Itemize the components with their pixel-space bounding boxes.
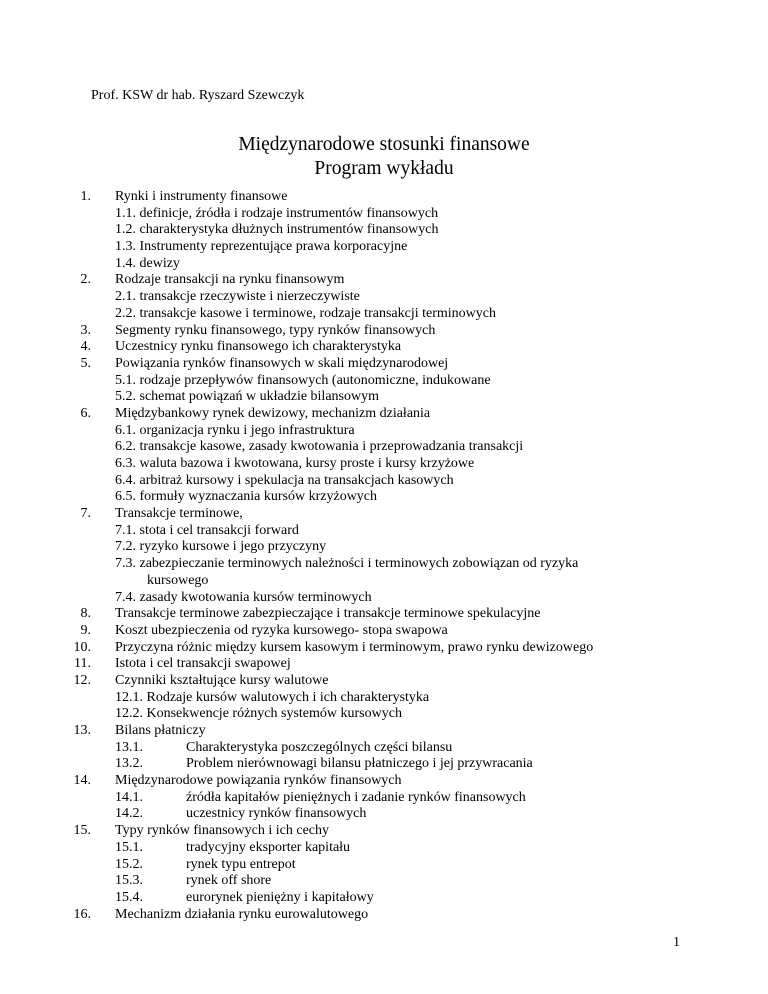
outline-subitem (0, 740, 768, 757)
outline-subitem (0, 690, 768, 707)
outline-item (0, 907, 768, 924)
outline-text: eurorynek pieniężny i kapitałowy (186, 889, 374, 905)
outline-text: Uczestnicy rynku finansowego ich charakterystyka (115, 339, 402, 355)
outline-text: kursowego (147, 572, 209, 588)
outline-subitem-number: 14.1. (115, 789, 143, 805)
outline-item-number: 5. (80, 355, 91, 371)
outline-subitem (0, 539, 768, 556)
outline-text: 2.2. transakcje kasowe i terminowe, rodzaje transakcji terminowych (115, 305, 496, 321)
outline-subitem (0, 306, 768, 323)
outline-text: Mechanizm działania rynku eurowalutowego (115, 906, 369, 922)
outline-text: Transakcje terminowe zabezpieczające i transakcje terminowe spekulacyjne (115, 606, 541, 622)
outline-subitem (0, 790, 768, 807)
outline-item (0, 189, 768, 206)
outline-text: Problem nierównowagi bilansu płatniczego i jej przywracania (186, 756, 533, 772)
title-line-1: Międzynarodowe stosunki finansowe (238, 134, 530, 155)
outline-item (0, 823, 768, 840)
outline-subitem (0, 239, 768, 256)
outline-text: Transakcje terminowe, (115, 506, 243, 522)
outline-subitem (0, 523, 768, 540)
outline-text: 2.1. transakcje rzeczywiste i nierzeczywiste (115, 289, 360, 305)
outline-text: tradycyjny eksporter kapitału (186, 839, 351, 855)
outline-text: Istota i cel transakcji swapowej (115, 656, 291, 672)
outline-item (0, 272, 768, 289)
outline-subitem (0, 806, 768, 823)
outline-subitem (0, 456, 768, 473)
outline-subitem (0, 373, 768, 390)
outline-item (0, 640, 768, 657)
outline-text: 6.1. organizacja rynku i jego infrastruktura (115, 422, 355, 438)
outline-item (0, 323, 768, 340)
outline-item (0, 723, 768, 740)
outline-subitem (0, 756, 768, 773)
outline-item-number: 16. (73, 906, 91, 922)
outline-text: 1.2. charakterystyka dłużnych instrumentów finansowych (115, 222, 439, 238)
outline-subitem (0, 222, 768, 239)
outline-text: 7.1. stota i cel transakcji forward (115, 522, 299, 538)
outline-text: 1.4. dewizy (115, 255, 180, 271)
outline-subitem-number: 14.2. (115, 806, 143, 822)
outline-subitem (0, 590, 768, 607)
outline-item (0, 356, 768, 373)
outline-item-number: 3. (80, 322, 91, 338)
outline-subitem-number: 15.4. (115, 889, 143, 905)
outline-item (0, 773, 768, 790)
outline-subitem-number: 15.2. (115, 856, 143, 872)
outline-item-number: 11. (74, 656, 91, 672)
outline-item-number: 13. (73, 723, 91, 738)
outline-subitem (0, 873, 768, 890)
outline-text: Charakterystyka poszczególnych części bilansu (186, 739, 453, 755)
outline-text: 12.2. Konsekwencje różnych systemów kursowych (115, 706, 402, 722)
outline-text: 5.1. rodzaje przepływów finansowych (autonomiczne, indukowane (115, 372, 491, 388)
outline-subitem (0, 423, 768, 440)
outline-text: rynek off shore (186, 873, 272, 889)
outline-subitem (0, 256, 768, 273)
outline-subitem (0, 289, 768, 306)
outline-item (0, 406, 768, 423)
outline-text: Międzynarodowe powiązania rynków finansowych (115, 773, 402, 789)
outline-text: źródła kapitałów pieniężnych i zadanie rynków finansowych (186, 789, 526, 805)
outline-item-number: 6. (80, 405, 91, 421)
outline-text: Czynniki kształtujące kursy walutowe (115, 672, 329, 688)
outline-text: 12.1. Rodzaje kursów walutowych i ich charakterystyka (115, 689, 430, 705)
outline-subitem (0, 206, 768, 223)
outline-item-number: 9. (80, 622, 91, 638)
outline-text: uczestnicy rynków finansowych (186, 806, 367, 822)
outline-text: 7.3. zabezpieczanie terminowych należności i terminowych zobowiązan od ryzyka (115, 556, 579, 572)
outline-item (0, 673, 768, 690)
outline-subitem (0, 389, 768, 406)
outline-subitem (0, 489, 768, 506)
outline-text: Bilans płatniczy (115, 723, 206, 738)
outline-text: Powiązania rynków finansowych w skali międzynarodowej (115, 355, 449, 371)
outline-item (0, 606, 768, 623)
outline-item-number: 12. (73, 672, 91, 688)
outline-item-number: 15. (73, 823, 91, 839)
outline-subitem (0, 473, 768, 490)
outline-subitem-number: 15.1. (115, 839, 143, 855)
outline-item-number: 2. (80, 272, 91, 288)
outline-item-number: 14. (73, 773, 91, 789)
outline-item-number: 10. (73, 639, 91, 655)
outline-item (0, 656, 768, 673)
author-line: Prof. KSW dr hab. Ryszard Szewczyk (91, 88, 305, 103)
outline-subitem-number: 15.3. (115, 873, 143, 889)
outline-subitem (0, 840, 768, 857)
outline-text: 6.2. transakcje kasowe, zasady kwotowania i przeprowadzania transakcji (115, 439, 524, 455)
outline-text: 6.3. waluta bazowa i kwotowana, kursy proste i kursy krzyżowe (115, 456, 475, 471)
outline-text: Przyczyna różnic między kursem kasowym i terminowym, prawo rynku dewizowego (115, 639, 594, 655)
outline-text: Rodzaje transakcji na rynku finansowym (115, 272, 345, 288)
outline-text: Segmenty rynku finansowego, typy rynków finansowych (115, 322, 436, 338)
outline-subitem-number: 13.2. (115, 756, 143, 772)
outline-item (0, 339, 768, 356)
outline-item-number: 7. (80, 506, 91, 522)
outline-item-number: 4. (80, 339, 91, 355)
outline-text: Rynki i instrumenty finansowe (115, 189, 288, 204)
outline-text: 7.4. zasady kwotowania kursów terminowych (115, 589, 372, 605)
outline-subitem (0, 706, 768, 723)
outline-subitem (0, 890, 768, 907)
outline-item-number: 8. (80, 606, 91, 622)
outline-subitem-number: 13.1. (115, 739, 143, 755)
outline-subitem-continuation (0, 573, 768, 590)
outline-text: 6.5. formuły wyznaczania kursów krzyżowych (115, 489, 378, 505)
outline-item (0, 506, 768, 523)
outline-text: 1.3. Instrumenty reprezentujące prawa korporacyjne (115, 239, 408, 255)
document-title (0, 133, 768, 181)
outline-text: Koszt ubezpieczenia od ryzyka kursowego- stopa swapowa (115, 622, 448, 638)
outline-text: 6.4. arbitraż kursowy i spekulacja na transakcjach kasowych (115, 472, 454, 488)
outline-text: 5.2. schemat powiązań w układzie bilansowym (115, 389, 379, 405)
outline-subitem (0, 556, 768, 573)
outline-text: 7.2. ryzyko kursowe i jego przyczyny (115, 539, 327, 555)
outline-text: Międzybankowy rynek dewizowy, mechanizm działania (115, 405, 431, 421)
outline-subitem (0, 439, 768, 456)
outline-item (0, 623, 768, 640)
lecture-outline (0, 189, 768, 923)
outline-item-number: 1. (80, 189, 91, 204)
outline-text: 1.1. definicje, źródła i rodzaje instrumentów finansowych (115, 205, 439, 221)
outline-subitem (0, 857, 768, 874)
outline-text: Typy rynków finansowych i ich cechy (115, 823, 330, 839)
page-number: 1 (673, 935, 680, 950)
title-line-2: Program wykładu (314, 158, 454, 179)
outline-text: rynek typu entrepot (186, 856, 296, 872)
